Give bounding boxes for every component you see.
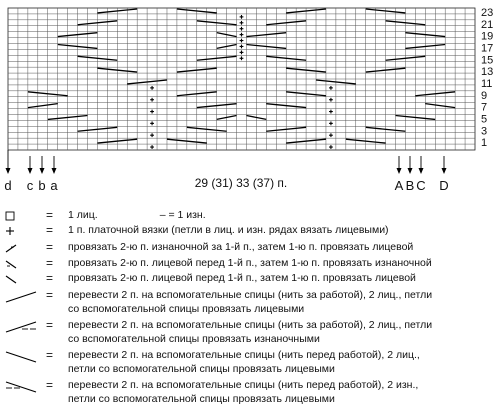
row-number: 5 [481, 113, 488, 126]
garter-plus-mark [150, 133, 154, 137]
arrow-down-icon [40, 168, 45, 174]
garter-plus-mark [240, 45, 244, 49]
legend-purl-note: – = 1 изн. [159, 209, 206, 221]
garter-plus-mark [329, 86, 333, 90]
legend-description: перевести 2 п. на вспомогательные спицы (нить перед работой), 2 изн., петли со вспомогательной спицы провязать лицевыми [68, 379, 419, 405]
garter-plus-mark [150, 145, 154, 149]
legend-equals: = [46, 318, 54, 332]
marker-letter: d [4, 178, 12, 193]
garter-plus-mark [329, 121, 333, 125]
cable-cross-mark [28, 104, 58, 108]
garter-plus-mark [329, 98, 333, 102]
arrow-down-icon [419, 168, 424, 174]
row-number: 1 [481, 137, 488, 150]
cable-back-knit-icon [4, 290, 38, 304]
marker-letter: c [26, 178, 34, 193]
marker-letter: b [38, 178, 46, 193]
legend-description: перевести 2 п. на вспомогательные спицы (нить за работой), 2 лиц., петли со вспомогательной спицы провязать изнаночными [68, 319, 433, 345]
plus-icon [4, 225, 38, 239]
garter-plus-mark [240, 33, 244, 37]
arrow-down-icon [408, 168, 413, 174]
row-number-labels [481, 7, 493, 149]
legend-item-cable-back-purl [0, 318, 500, 348]
arrow-down-icon [28, 168, 33, 174]
garter-plus-mark [150, 86, 154, 90]
row-number: 17 [481, 42, 494, 55]
legend-equals: = [46, 208, 54, 222]
garter-plus-mark [329, 110, 333, 114]
legend-item-cable-front-purl [0, 378, 500, 408]
garter-plus-mark [329, 133, 333, 137]
garter-plus-mark [150, 98, 154, 102]
legend-description: перевести 2 п. на вспомогательные спицы (нить за работой), 2 лиц., петли со вспомогательной спицы провязать лицевыми [68, 289, 433, 315]
cross-left-purl-icon [4, 258, 38, 272]
cross-right-purl-icon [4, 242, 38, 256]
arrow-down-icon [442, 168, 447, 174]
legend-description: провязать 2-ю п. лицевой перед 1-й п., затем 1-ю п. провязать изнаночной [68, 257, 432, 269]
marker-letter: A [394, 178, 404, 193]
legend-equals: = [46, 288, 54, 302]
cable-front-knit-icon [4, 350, 38, 364]
marker-letter: D [439, 178, 449, 193]
garter-plus-mark [240, 50, 244, 54]
legend-item-cable-back-knit [0, 288, 500, 318]
legend-equals: = [46, 223, 54, 237]
garter-plus-mark [240, 39, 244, 43]
legend-equals: = [46, 348, 54, 362]
row-number: 13 [481, 66, 494, 79]
row-number: 23 [481, 6, 494, 19]
garter-plus-mark [150, 110, 154, 114]
garter-plus-mark [329, 145, 333, 149]
legend-equals: = [46, 256, 54, 270]
arrow-down-icon [397, 168, 402, 174]
legend-description: провязать 2-ю п. изнаночной за 1-й п., затем 1-ю п. провязать лицевой [68, 241, 414, 253]
row-number: 3 [481, 125, 488, 138]
garter-plus-mark [150, 121, 154, 125]
legend-item-cable-front-knit [0, 348, 500, 378]
cross-left-knit-icon [4, 273, 38, 287]
row-number: 21 [481, 18, 494, 31]
marker-letter: B [405, 178, 415, 193]
stitch-count-label: 29 (31) 33 (37) п. [194, 176, 288, 190]
arrow-down-icon [52, 168, 57, 174]
marker-letter: C [416, 178, 426, 193]
garter-plus-mark [240, 21, 244, 25]
garter-plus-mark [240, 56, 244, 60]
cable-cross-mark [425, 104, 455, 108]
cable-front-purl-icon [4, 380, 38, 394]
legend-equals: = [46, 240, 54, 254]
legend-description: перевести 2 п. на вспомогательные спицы (нить перед работой), 2 лиц., петли со вспомогательной спицы провязать лицевыми [68, 349, 420, 375]
legend-description: провязать 2-ю п. лицевой перед 1-й п., затем 1-ю п. провязать лицевой [68, 272, 416, 284]
garter-stitch-marks [150, 15, 333, 149]
row-number: 11 [481, 77, 493, 90]
legend-equals: = [46, 378, 54, 392]
row-number: 19 [481, 30, 494, 43]
garter-plus-mark [240, 27, 244, 31]
knit-square-icon [4, 210, 38, 224]
marker-letter: a [50, 178, 58, 193]
row-number: 7 [481, 101, 488, 114]
legend-equals: = [46, 271, 54, 285]
knitting-chart [0, 0, 500, 200]
legend-description: 1 лиц. – = 1 изн. [68, 209, 206, 221]
legend-description: 1 п. платочной вязки (петли в лиц. и изн. рядах вязать лицевыми) [68, 224, 389, 236]
garter-plus-mark [240, 15, 244, 19]
arrow-down-icon [6, 168, 11, 174]
cable-back-purl-icon [4, 320, 38, 334]
row-number: 9 [481, 89, 488, 102]
row-number: 15 [481, 54, 494, 67]
